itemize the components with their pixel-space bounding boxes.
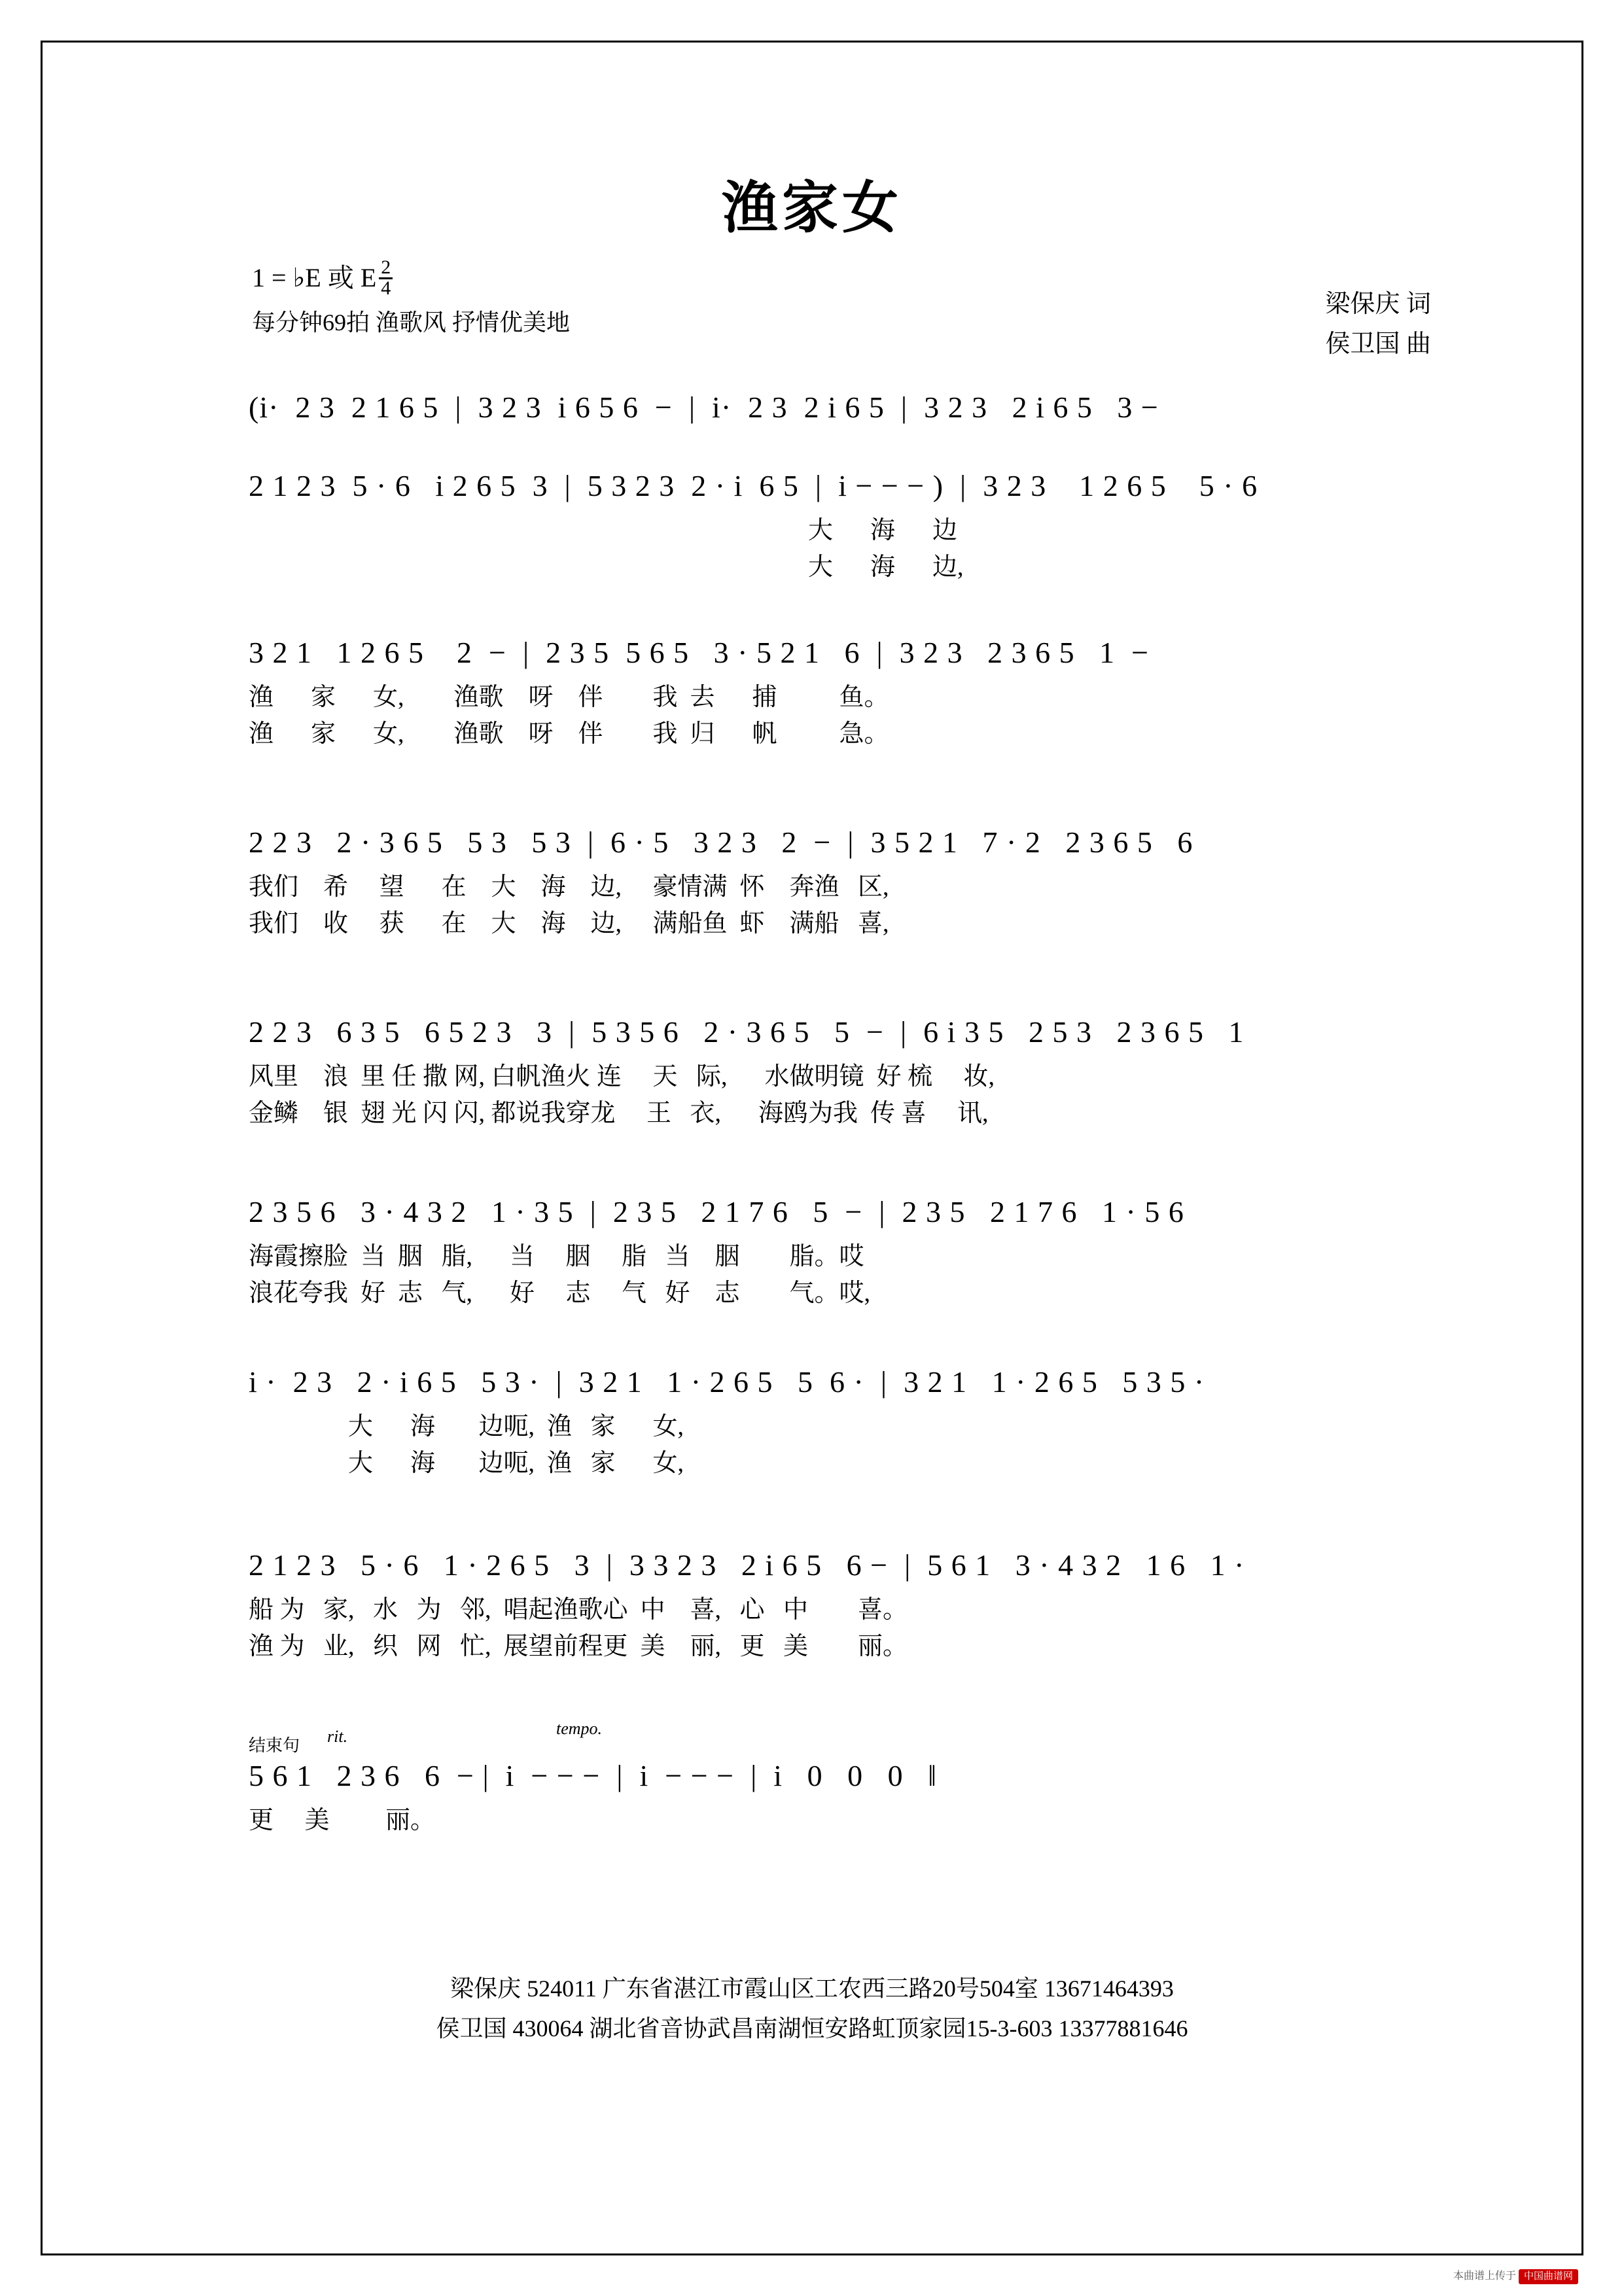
lyric-line-verse2: 大 海 边, — [249, 553, 964, 581]
score-metadata-left — [252, 258, 570, 339]
music-system-9-coda — [249, 1719, 1387, 1834]
lyric-line-verse2: 渔 为 业, 织 网 忙, 展望前程更 美 丽, 更 美 丽。 — [249, 1633, 908, 1660]
ending-phrase-label: 结束句 — [249, 1736, 300, 1755]
page-border — [41, 41, 1583, 2255]
music-system-6 — [249, 1197, 1387, 1306]
time-signature-numerator: 2 — [379, 258, 393, 279]
page-title: 渔家女 — [722, 177, 902, 239]
key-signature: 1 = ♭E 或 E — [252, 263, 377, 292]
notation-line: 2 1 2 3 5 · 6 i 2 6 5 3 | 5 3 2 3 2 · i 6 5 | i − − − ) | 3 2 3 1 2 6 5 5 · 6 — [249, 469, 1258, 502]
notation-line: 2 2 3 6 3 5 6 5 2 3 3 | 5 3 5 6 2 · 3 6 5 5 − | 6 i 3 5 2 5 3 2 3 6 5 1 — [249, 1015, 1244, 1049]
lyric-line-verse2: 大 海 边呃, 渔 家 女, — [249, 1450, 684, 1477]
music-system-7 — [249, 1367, 1387, 1476]
footer-line-lyricist: 梁保庆 524011 广东省湛江市霞山区工农西三路20号504室 13671464393 — [450, 1975, 1174, 2002]
time-signature — [379, 258, 393, 298]
lyricist-credit: 梁保庆 词 — [1325, 290, 1431, 318]
notation-line: (i· 2 3 2 1 6 5 | 3 2 3 i 6 5 6 − | i· 2 3 2 i 6 5 | 3 2 3 2 i 6 5 3 − — [249, 391, 1159, 424]
tempo-marking: 每分钟69拍 渔歌风 抒情优美地 — [252, 309, 571, 336]
lyric-line-verse1: 大 海 边 — [249, 517, 958, 544]
notation-line: 2 2 3 2 · 3 6 5 5 3 5 3 | 6 · 5 3 2 3 2 − | 3 5 2 1 7 · 2 2 3 6 5 6 — [249, 826, 1193, 859]
music-system-8 — [249, 1550, 1387, 1659]
footer-line-composer: 侯卫国 430064 湖北省音协武昌南湖恒安路虹顶家园15-3-603 13377881646 — [436, 2015, 1188, 2042]
lyric-line-verse1: 大 海 边呃, 渔 家 女, — [249, 1413, 684, 1440]
music-system-5 — [249, 1017, 1387, 1126]
lyric-line-verse1: 我们 希 望 在 大 海 边, 豪情满 怀 奔渔 区, — [249, 873, 889, 901]
notation-line: i · 2 3 2 · i 6 5 5 3 · | 3 2 1 1 · 2 6 5 5 6 · | 3 2 1 1 · 2 6 5 5 3 5 · — [249, 1365, 1205, 1399]
lyric-line-verse2: 金鳞 银 翅 光 闪 闪, 都说我穿龙 王 衣, 海鸥为我 传 喜 讯, — [249, 1100, 989, 1127]
key-and-time-signature — [252, 258, 570, 298]
lyric-line-verse1: 海霞擦脸 当 胭 脂, 当 胭 脂 当 胭 脂。哎 — [249, 1243, 864, 1270]
watermark-site-badge: 中国曲谱网 — [1519, 2269, 1578, 2285]
notation-line: 2 3 5 6 3 · 4 3 2 1 · 3 5 | 2 3 5 2 1 7 6 5 − | 2 3 5 2 1 7 6 1 · 5 6 — [249, 1195, 1184, 1228]
lyric-line-verse2: 渔 家 女, 渔歌 呀 伴 我 归 帆 急。 — [249, 720, 889, 748]
lyric-line-verse2: 我们 收 获 在 大 海 边, 满船鱼 虾 满船 喜, — [249, 910, 889, 937]
watermark-uploader: 本曲谱上传于 — [1453, 2270, 1516, 2282]
music-system-1 — [249, 392, 1387, 423]
lyric-line-verse1: 渔 家 女, 渔歌 呀 伴 我 去 捕 鱼。 — [249, 684, 889, 711]
time-signature-denominator: 4 — [381, 277, 391, 299]
contact-footer — [0, 1969, 1624, 2049]
lyric-line-verse1: 风里 浪 里 任 撒 网, 白帆渔火 连 天 际, 水做明镜 好 梳 妆, — [249, 1063, 995, 1090]
lyric-line-verse1: 更 美 丽。 — [249, 1807, 436, 1834]
score-credits — [1325, 285, 1431, 364]
notation-line: 5 6 1 2 3 6 6 − | i − − − | i − − − | i 0 0 0 ‖ — [249, 1759, 937, 1792]
lyric-line-verse2: 浪花夸我 好 志 气, 好 志 气 好 志 气。哎, — [249, 1279, 871, 1307]
music-system-3 — [249, 638, 1387, 746]
rit-marking: rit. — [327, 1727, 348, 1746]
a-tempo-marking: tempo. — [556, 1719, 603, 1738]
lyric-line-verse1: 船 为 家, 水 为 邻, 唱起渔歌心 中 喜, 心 中 喜。 — [249, 1596, 908, 1624]
watermark — [1453, 2267, 1578, 2285]
music-system-4 — [249, 827, 1387, 936]
composer-credit: 侯卫国 曲 — [1325, 330, 1431, 358]
notation-line: 2 1 2 3 5 · 6 1 · 2 6 5 3 | 3 3 2 3 2 i 6 5 6 − | 5 6 1 3 · 4 3 2 1 6 1 · — [249, 1548, 1245, 1582]
music-system-2 — [249, 471, 1387, 580]
notation-line: 3 2 1 1 2 6 5 2 − | 2 3 5 5 6 5 3 · 5 2 1 6 | 3 2 3 2 3 6 5 1 − — [249, 636, 1150, 669]
